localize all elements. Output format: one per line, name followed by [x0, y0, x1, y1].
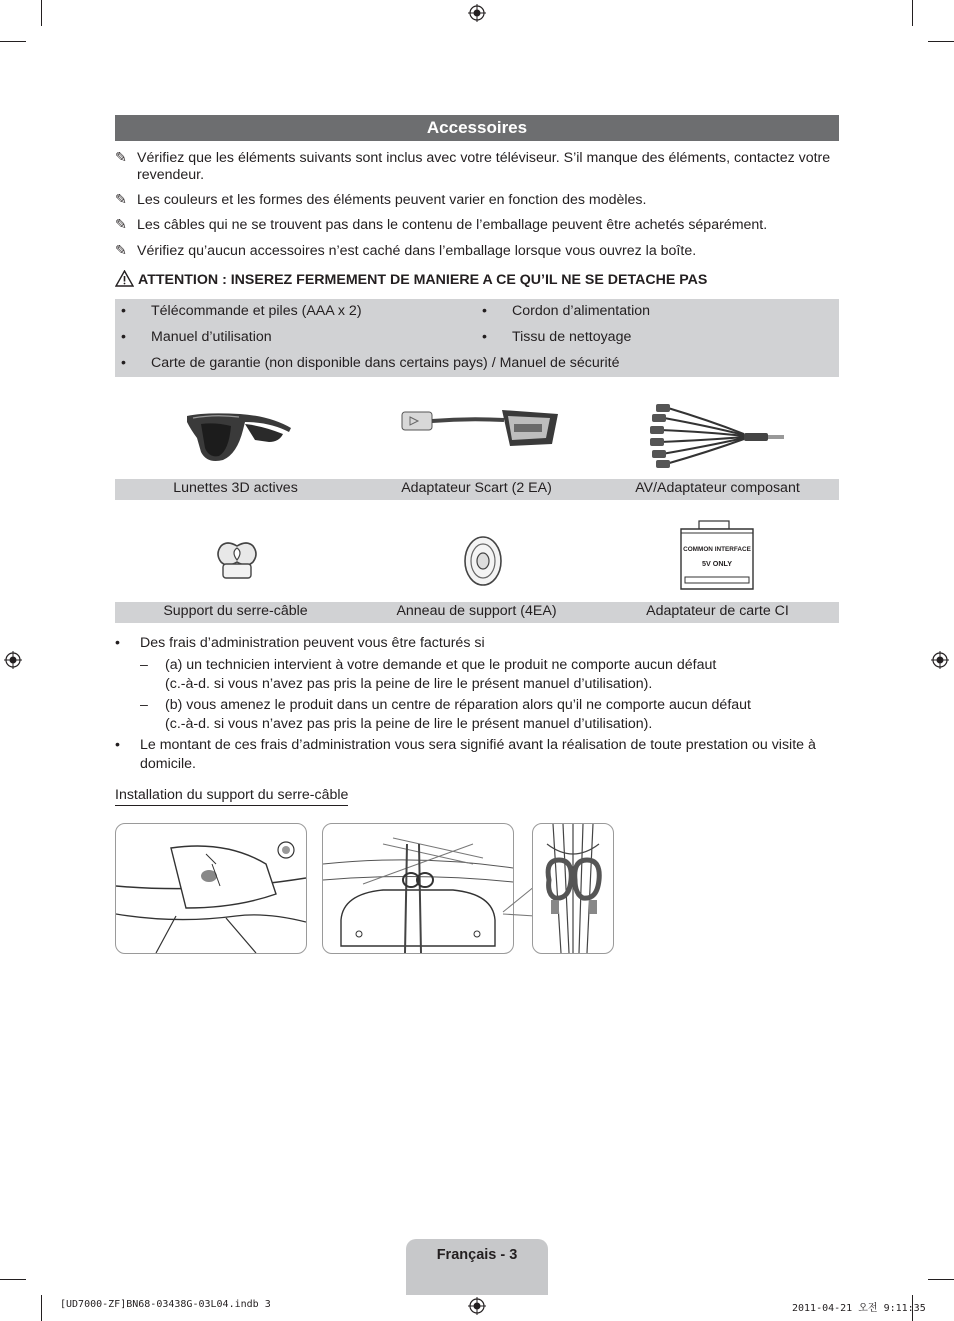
- install-figure-2: [322, 823, 514, 954]
- note-pencil-icon: ✎: [115, 217, 127, 233]
- note-text: Vérifiez que les éléments suivants sont inclus avec votre téléviseur. S’il manque des éléments, contactez votre revendeur.: [137, 150, 831, 183]
- registration-mark-icon: [4, 651, 22, 669]
- ci-card-voltage: 5V ONLY: [701, 559, 733, 568]
- fee-case-a: – (a) un technicien intervient à votre demande et que le produit ne comporte aucun défaut (c.-à-d. si vous n’avez pas pris la peine de lire le présent manuel d’utilisation).: [140, 657, 717, 692]
- scart-adapter-icon: [398, 404, 562, 454]
- list-item: • Carte de garantie (non disponible dans certains pays) / Manuel de sécurité: [121, 355, 620, 371]
- fee-outro: Le montant de ces frais d’administration vous sera signifié avant la réalisation de toute prestation ou visite à domicile.: [140, 737, 816, 772]
- stand-back-illustration: [116, 824, 306, 953]
- registration-mark-icon: [468, 4, 486, 22]
- ci-card-label: COMMON INTERFACE: [683, 546, 751, 553]
- image-label: Lunettes 3D actives: [173, 480, 298, 496]
- cable-holder-icon: [213, 538, 261, 582]
- holder-ring-icon: [462, 534, 504, 588]
- fee-intro: Des frais d’administration peuvent vous être facturés si: [140, 635, 485, 651]
- page-number-tab: Français - 3: [406, 1239, 548, 1295]
- list-item: • Manuel d’utilisation: [121, 329, 272, 345]
- note-item: [115, 192, 839, 209]
- note-text: Les câbles qui ne se trouvent pas dans le contenu de l’emballage peuvent être achetés séparément.: [137, 217, 768, 233]
- warning-line: [115, 270, 707, 288]
- list-item: • Tissu de nettoyage: [482, 329, 632, 345]
- registration-mark-icon: [468, 1297, 486, 1315]
- install-title: Installation du support du serre-câble: [115, 787, 348, 806]
- image-label: Adaptateur Scart (2 EA): [401, 480, 552, 496]
- image-label: Adaptateur de carte CI: [646, 603, 789, 619]
- fee-case-b: – (b) vous amenez le produit dans un centre de réparation alors qu’il ne comporte aucun défaut (c.-à-d. si vous n’avez pas pris la peine de lire le présent manuel d’utilisation).: [140, 697, 751, 732]
- 3d-glasses-icon: [185, 408, 295, 464]
- fee-bullet: • Des frais d’administration peuvent vous être facturés si: [115, 634, 839, 653]
- crop-mark: [912, 0, 913, 26]
- image-label: AV/Adaptateur composant: [635, 480, 800, 496]
- install-figure-3: [532, 823, 614, 954]
- cable-routing-illustration: [323, 824, 513, 953]
- image-label: Anneau de support (4EA): [396, 603, 557, 619]
- note-pencil-icon: ✎: [115, 243, 127, 259]
- registration-mark-icon: [931, 651, 949, 669]
- footer-file-info: [UD7000-ZF]BN68-03438G-03L04.indb 3: [60, 1299, 271, 1310]
- crop-mark: [928, 41, 954, 42]
- footer-timestamp: 2011-04-21 오전 9:11:35: [792, 1303, 926, 1314]
- crop-mark: [0, 41, 26, 42]
- note-pencil-icon: ✎: [115, 150, 127, 166]
- warning-text: ATTENTION : INSEREZ FERMEMENT DE MANIERE A CE QU’IL NE SE DETACHE PAS: [138, 272, 708, 288]
- image-label: Support du serre-câble: [163, 603, 308, 619]
- crop-mark: [0, 1279, 26, 1280]
- note-text: Vérifiez qu’aucun accessoires n’est caché dans l’emballage lorsque vous ouvrez la boîte.: [137, 243, 697, 259]
- image-label-row: [115, 479, 839, 500]
- ci-card-adapter-icon: [677, 519, 757, 593]
- fee-bullet: • Le montant de ces frais d’administration vous sera signifié avant la réalisation de toute prestation ou visite à domicile.: [115, 736, 839, 774]
- image-label-row: [115, 602, 839, 623]
- av-component-adapter-icon: [648, 400, 790, 472]
- accessories-list: [115, 299, 839, 377]
- note-item: [115, 243, 839, 260]
- note-text: Les couleurs et les formes des éléments peuvent varier en fonction des modèles.: [137, 192, 647, 208]
- crop-mark: [41, 1295, 42, 1321]
- crop-mark: [928, 1279, 954, 1280]
- crop-mark: [41, 0, 42, 26]
- install-figure-1: [115, 823, 307, 954]
- note-item: [115, 217, 839, 234]
- warning-triangle-icon: [115, 270, 134, 287]
- cable-holder-detail-illustration: [533, 824, 613, 953]
- section-title: Accessoires: [115, 115, 839, 141]
- note-pencil-icon: ✎: [115, 192, 127, 208]
- list-item: • Cordon d’alimentation: [482, 303, 651, 319]
- list-item: • Télécommande et piles (AAA x 2): [121, 303, 362, 319]
- note-item: [115, 150, 839, 184]
